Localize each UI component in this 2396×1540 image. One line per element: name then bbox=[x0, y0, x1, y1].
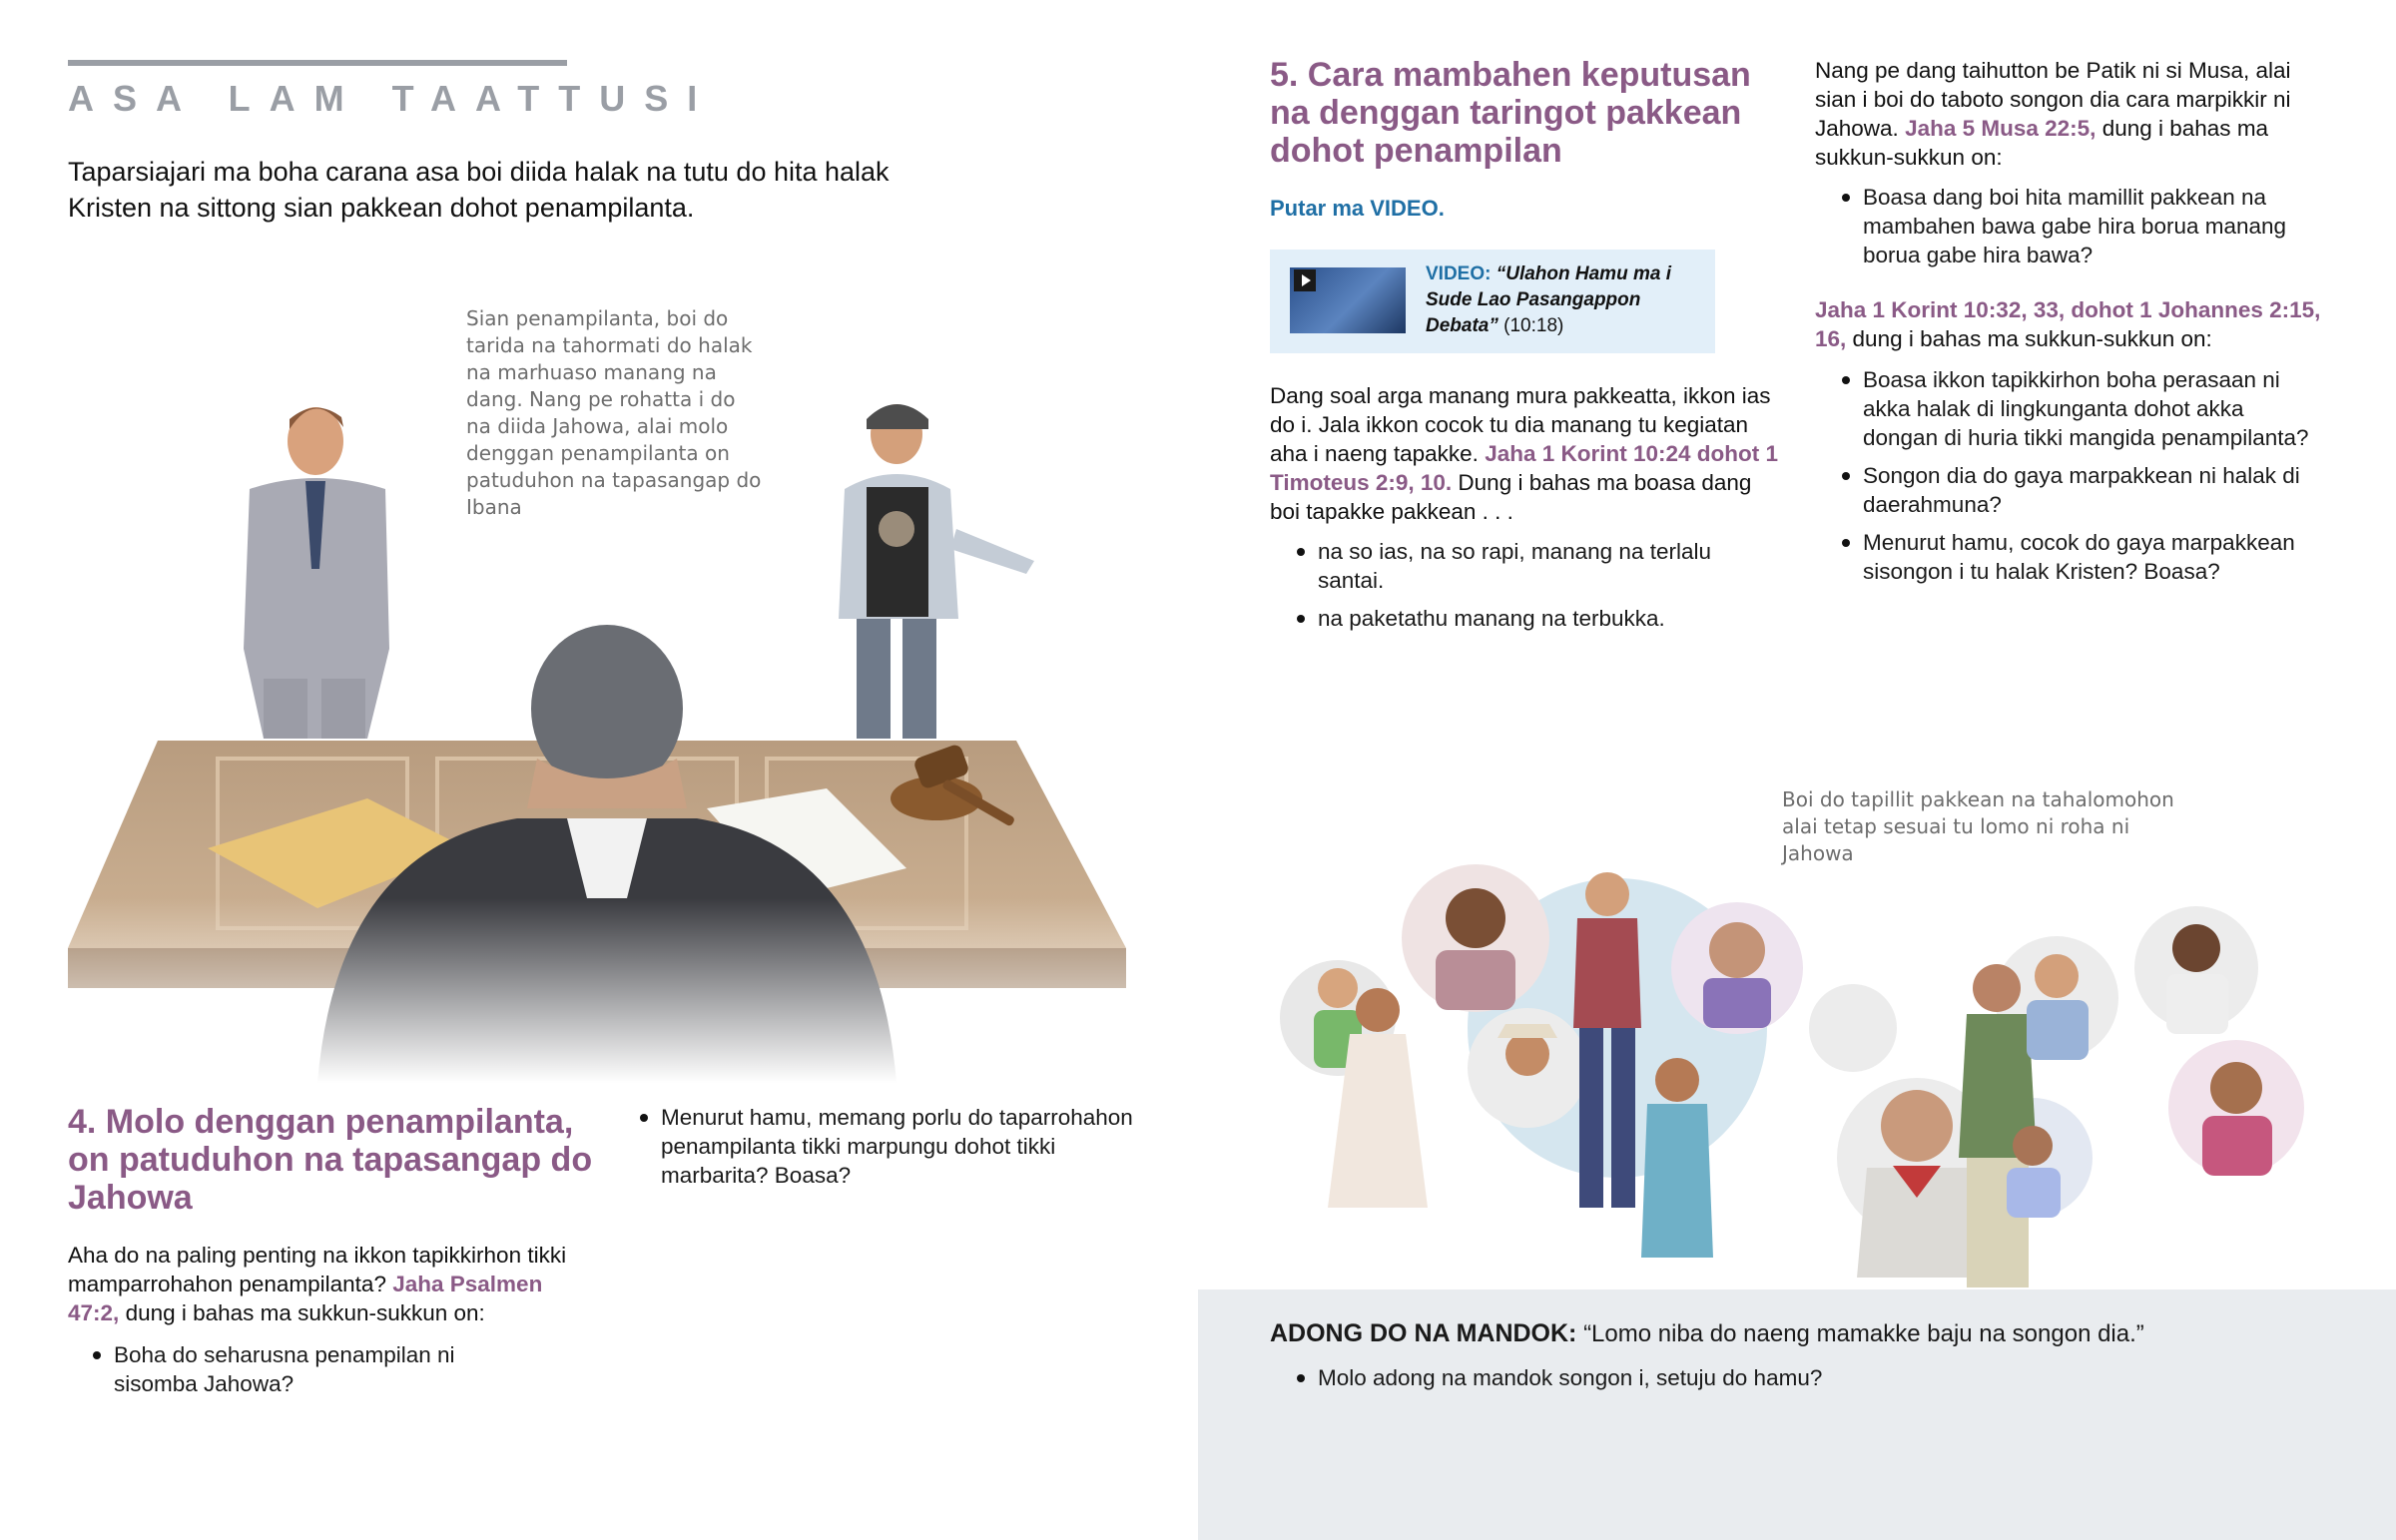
conclusion-bullets bbox=[1294, 1363, 2093, 1401]
conclusion-label: ADONG DO NA MANDOK: bbox=[1270, 1319, 1577, 1347]
man-in-suit-figure bbox=[244, 407, 389, 739]
list-item: Boasa ikkon tapikkirhon boha perasaan ni akka halak di lingkunganta dohot akka dongan di huria tikki mangida penampilanta? bbox=[1839, 365, 2324, 452]
section5-para1-text-end: Dung i bahas ma boasa dang boi tapakke pakkean . . . bbox=[1270, 470, 1752, 524]
play-icon[interactable] bbox=[1294, 269, 1316, 291]
section5-paragraph-2 bbox=[1815, 56, 2324, 172]
section5-bullets-3 bbox=[1839, 365, 2324, 595]
people-illustration bbox=[1278, 858, 2316, 1289]
play-video-link[interactable]: Putar ma VIDEO. bbox=[1270, 196, 1445, 221]
section5-para2-text: Nang pe dang taihutton be Patik ni si Musa, alai sian i boi do taboto songon dia cara marpikkir ni Jahowa. bbox=[1815, 58, 2291, 141]
section5-heading: 5. Cara mambahen keputusan na denggan taringot pakkean dohot penampilan bbox=[1270, 56, 1751, 170]
left-caption: Sian penampilanta, boi do tarida na tahormati do halak na marhuaso manang na dang. Nang pe rohatta i do na diida Jahowa, alai molo denggan penampilanta on patuduhon na tapasangap do Ibana bbox=[466, 306, 762, 519]
section4-body-text: Aha do na paling penting na ikkon tapikkirhon tikki mamparrohahon penampilanta? bbox=[68, 1243, 567, 1296]
section4-right-bullets bbox=[637, 1103, 1136, 1199]
video-title: “Ulahon Hamu ma i Sude Lao Pasangappon Debata” bbox=[1426, 263, 1671, 336]
section5-bullets-2 bbox=[1839, 183, 2324, 278]
section4-body bbox=[68, 1241, 567, 1327]
list-item: Molo adong na mandok songon i, setuju do hamu? bbox=[1294, 1363, 2093, 1392]
section-label: ASA LAM TAATTUSI bbox=[68, 78, 717, 119]
video-card-text[interactable] bbox=[1426, 261, 1695, 339]
section5-paragraph-3 bbox=[1815, 295, 2324, 353]
intro-paragraph: Taparsiajari ma boha carana asa boi diida halak na tutu do hita halak Kristen na sittong sian pakkean dohot penampilanta. bbox=[68, 157, 890, 223]
section4-body-text-end: dung i bahas ma sukkun-sukkun on: bbox=[125, 1300, 485, 1325]
conclusion bbox=[1270, 1317, 2368, 1350]
section5-paragraph-1 bbox=[1270, 381, 1787, 526]
section4-bullets bbox=[90, 1340, 519, 1407]
list-item: Menurut hamu, cocok do gaya marpakkean sisongon i tu halak Kristen? Boasa? bbox=[1839, 528, 2324, 586]
person-figure-man-right bbox=[2166, 924, 2228, 1034]
video-duration: (10:18) bbox=[1503, 315, 1564, 336]
list-item: Boha do seharusna penampilan ni sisomba Jahowa? bbox=[90, 1340, 519, 1398]
list-item: Boasa dang boi hita mamillit pakkean na mambahen bawa gabe hira borua manang borua gabe hira bawa? bbox=[1839, 183, 2324, 269]
section5-bullets-1 bbox=[1294, 537, 1763, 642]
list-item: Songon dia do gaya marpakkean ni halak di daerahmuna? bbox=[1839, 461, 2324, 519]
section5-scripture-link-3[interactable]: Jaha 1 Korint 10:32, 33, dohot 1 Johannes 2:15, 16, bbox=[1815, 297, 2321, 351]
section4-heading: 4. Molo denggan penampilanta, on patuduhon na tapasangap do Jahowa bbox=[68, 1103, 593, 1217]
section5-para2-text-end: dung i bahas ma sukkun-sukkun on: bbox=[1815, 116, 2269, 170]
section5-para3-text-end: dung i bahas ma sukkun-sukkun on: bbox=[1852, 326, 2212, 351]
section5-scripture-link-1[interactable]: Jaha 1 Korint 10:24 dohot 1 Timoteus 2:9, 10. bbox=[1270, 441, 1779, 495]
section-top-rule bbox=[68, 60, 567, 66]
section5-scripture-link-2[interactable]: Jaha 5 Musa 22:5, bbox=[1905, 116, 2096, 141]
video-label: VIDEO: bbox=[1426, 263, 1492, 284]
list-item: na so ias, na so rapi, manang na terlalu santai. bbox=[1294, 537, 1763, 595]
young-man-figure bbox=[839, 404, 1034, 739]
list-item: na paketathu manang na terbukka. bbox=[1294, 604, 1763, 633]
conclusion-quote: “Lomo niba do naeng mamakke baju na songon dia.” bbox=[1583, 1320, 2144, 1347]
section5-para1-text: Dang soal arga manang mura pakkeatta, ikkon ias do i. Jala ikkon cocok tu dia manang tu kegiatan aha i naeng tapakke. bbox=[1270, 383, 1771, 466]
section4-scripture-link[interactable]: Jaha Psalmen 47:2, bbox=[68, 1272, 543, 1325]
right-caption: Boi do tapillit pakkean na tahalomohon alai tetap sesuai tu lomo ni roha ni Jahowa bbox=[1782, 787, 2174, 865]
list-item: Menurut hamu, memang porlu do taparrohahon penampilanta tikki marpungu dohot tikki marbarita? Boasa? bbox=[637, 1103, 1136, 1190]
